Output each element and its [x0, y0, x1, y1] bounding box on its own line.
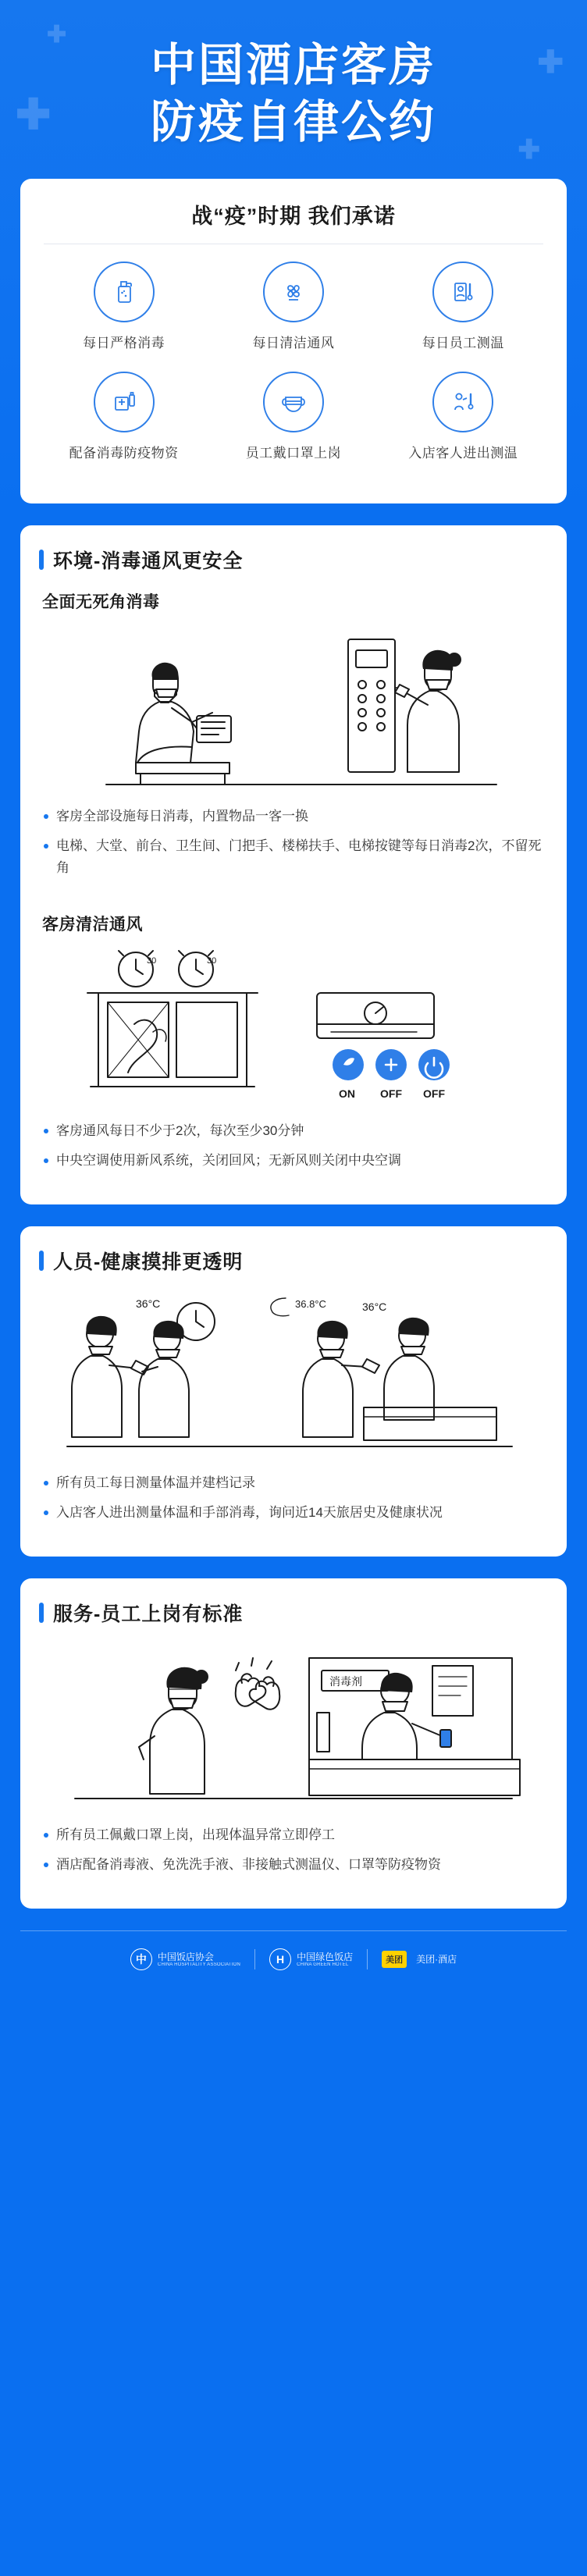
section-heading [39, 1599, 548, 1627]
divider [367, 1949, 368, 1969]
svg-text:OFF: OFF [423, 1087, 445, 1101]
page-title [0, 37, 587, 151]
svg-text:OFF: OFF [380, 1087, 402, 1101]
section-accent-bar [39, 550, 44, 570]
fan-icon [263, 262, 324, 322]
section-title: 服务-员工上岗有标准 [53, 1603, 244, 1626]
bullet-list [42, 1472, 548, 1524]
section-card-personnel [20, 1226, 567, 1557]
svg-text:30: 30 [147, 956, 157, 966]
page-header [0, 0, 587, 179]
divider [254, 1949, 255, 1969]
bullet-item: 客房通风每日不少于2次，每次至少30分钟 [42, 1120, 548, 1142]
promise-title: 战“疫”时期 我们承诺 [191, 205, 396, 228]
decorative-cross-icon: ✚ [16, 91, 52, 138]
promise-label: 入店客人进出测温 [408, 446, 518, 461]
decorative-cross-icon: ✚ [518, 135, 540, 165]
green-hotel-mark-icon: H [269, 1948, 291, 1970]
logo-china-green-hotel [269, 1948, 353, 1970]
promise-item [208, 262, 378, 351]
staff-thermometer-icon [432, 262, 493, 322]
promise-label: 每日清洁通风 [252, 336, 335, 350]
bullet-list [42, 1824, 548, 1876]
svg-text:36°C: 36°C [136, 1297, 161, 1311]
masked-staff-and-front-desk-disinfection-illustration [39, 1642, 548, 1810]
bullet-item: 所有员工每日测量体温并建档记录 [42, 1472, 548, 1494]
section-heading [39, 546, 548, 574]
svg-text:30: 30 [207, 956, 217, 966]
face-mask-icon [263, 372, 324, 432]
svg-text:消毒剂: 消毒剂 [329, 1675, 362, 1688]
section-heading [39, 1247, 548, 1275]
promise-card [20, 179, 567, 503]
supplies-box-icon [94, 372, 155, 432]
bullet-item: 所有员工佩戴口罩上岗，出现体温异常立即停工 [42, 1824, 548, 1846]
logo-name: 中国绿色饭店 [297, 1951, 354, 1962]
bullet-item: 电梯、大堂、前台、卫生间、门把手、楼梯扶手、电梯按键等每日消毒2次，不留死角 [42, 835, 548, 879]
logo-meituan-hotel [382, 1951, 457, 1968]
svg-text:ON: ON [339, 1087, 355, 1101]
logo-en-name: CHINA HOSPITALITY ASSOCIATION [157, 1962, 241, 1968]
meituan-badge: 美团 [382, 1951, 407, 1968]
svg-text:36°C: 36°C [362, 1300, 387, 1314]
sub-title: 全面无死角消毒 [42, 593, 160, 611]
logo-en-name: CHINA GREEN HOTEL [297, 1962, 349, 1968]
promise-item [379, 262, 548, 351]
promise-item [39, 372, 208, 461]
decorative-cross-icon: ✚ [47, 22, 67, 48]
promise-label: 员工戴口罩上岗 [245, 446, 342, 461]
footer-logos [20, 1930, 567, 1970]
promise-item [379, 372, 548, 461]
section-card-service [20, 1578, 567, 1909]
promise-item [208, 372, 378, 461]
logo-china-hospitality-association [130, 1948, 240, 1970]
bullet-item: 客房全部设施每日消毒，内置物品一客一换 [42, 806, 548, 827]
promise-grid [39, 262, 548, 482]
staff-and-guest-temperature-check-illustration [39, 1290, 548, 1458]
section-title: 环境-消毒通风更安全 [53, 550, 244, 572]
promise-label: 每日员工测温 [422, 336, 504, 350]
page-title-line2: 防疫自律公约 [150, 96, 436, 148]
section-card-environment [20, 525, 567, 1204]
housekeeping-and-elevator-disinfection-illustration [39, 624, 548, 792]
sub-title: 客房清洁通风 [42, 916, 143, 934]
guest-thermometer-icon [432, 372, 493, 432]
section-title: 人员-健康摸排更透明 [53, 1251, 244, 1274]
promise-label: 配备消毒防疫物资 [69, 446, 179, 461]
section-accent-bar [39, 1251, 44, 1271]
bullet-item: 酒店配备消毒液、免洗洗手液、非接触式测温仪、口罩等防疫物资 [42, 1854, 548, 1876]
decorative-cross-icon: ✚ [537, 45, 564, 80]
association-mark-icon: 中 [130, 1948, 152, 1970]
logo-name: 美团·酒店 [416, 1954, 457, 1966]
page-title-line1: 中国酒店客房 [150, 40, 436, 91]
bullet-list [42, 1120, 548, 1172]
svg-text:36.8°C: 36.8°C [295, 1298, 326, 1311]
logo-name: 中国饭店协会 [157, 1951, 214, 1962]
spray-bottle-icon [94, 262, 155, 322]
promise-item [39, 262, 208, 351]
open-window-and-air-conditioner-illustration [39, 946, 548, 1106]
promise-label: 每日严格消毒 [83, 336, 165, 350]
bullet-item: 中央空调使用新风系统，关闭回风；无新风则关闭中央空调 [42, 1150, 548, 1172]
section-accent-bar [39, 1603, 44, 1623]
bullet-item: 入店客人进出测量体温和手部消毒，询问近14天旅居史及健康状况 [42, 1502, 548, 1524]
bullet-list [42, 806, 548, 879]
